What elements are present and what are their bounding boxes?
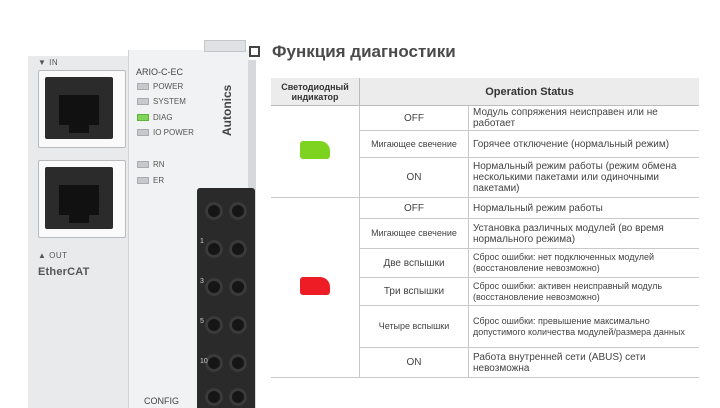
description-cell: Нормальный режим работы (режим обмена несколькими пакетами или одиночными пакетами) bbox=[469, 158, 700, 198]
state-cell: OFF bbox=[360, 106, 469, 131]
terminal-block bbox=[197, 188, 255, 408]
device-illustration bbox=[0, 0, 270, 408]
description-cell: Установка различных модулей (во время нормального режима) bbox=[469, 219, 700, 249]
description-cell: Модуль сопряжения неисправен или не работает bbox=[469, 106, 700, 131]
column-header-led: Светодиодный индикатор bbox=[271, 78, 360, 106]
config-label: CONFIG bbox=[144, 396, 179, 406]
description-cell: Нормальный режим работы bbox=[469, 198, 700, 219]
terminal-screw-icon bbox=[229, 240, 247, 258]
led-indicator-icon bbox=[137, 161, 149, 168]
terminal-screw-icon bbox=[229, 278, 247, 296]
in-port-label: ▼ IN bbox=[38, 58, 59, 67]
led-diag: DIAG bbox=[137, 112, 173, 122]
state-cell: ON bbox=[360, 348, 469, 378]
table-header-row bbox=[271, 78, 699, 106]
diagnostics-table bbox=[271, 78, 699, 378]
led-io-power: IO POWER bbox=[137, 127, 194, 137]
page-title: Функция диагностики bbox=[272, 42, 456, 61]
terminal-screw-icon bbox=[229, 388, 247, 406]
description-cell: Сброс ошибки: активен неисправный модуль (восстановление невозможно) bbox=[469, 278, 700, 306]
table-row bbox=[271, 198, 699, 219]
terminal-screw-icon bbox=[205, 388, 223, 406]
terminal-screw-icon bbox=[205, 278, 223, 296]
title-square-icon bbox=[249, 46, 260, 57]
terminal-screw-icon bbox=[229, 354, 247, 372]
terminal-screw-icon bbox=[229, 316, 247, 334]
led-rn: RN bbox=[137, 159, 165, 169]
led-indicator-icon bbox=[137, 114, 149, 121]
description-cell: Работа внутренней сети (ABUS) сети невозможна bbox=[469, 348, 700, 378]
led-color-cell bbox=[271, 106, 360, 198]
top-clip bbox=[204, 40, 246, 52]
brand-logo: Autonics bbox=[220, 84, 234, 136]
model-label: ARIO-C-EC bbox=[136, 67, 183, 77]
terminal-number: 5 bbox=[200, 318, 204, 325]
state-cell: Мигающее свечение bbox=[360, 219, 469, 249]
led-indicator-icon bbox=[137, 83, 149, 90]
terminal-screw-icon bbox=[205, 240, 223, 258]
led-indicator-icon bbox=[137, 98, 149, 105]
table-row bbox=[271, 106, 699, 131]
description-cell: Сброс ошибки: нет подключенных модулей (восстановление невозможно) bbox=[469, 249, 700, 278]
ethernet-port-in bbox=[38, 70, 126, 148]
terminal-number: 10 bbox=[200, 358, 208, 365]
state-cell: Две вспышки bbox=[360, 249, 469, 278]
state-cell: Четыре вспышки bbox=[360, 306, 469, 348]
state-cell: Мигающее свечение bbox=[360, 131, 469, 158]
ethernet-port-out bbox=[38, 160, 126, 238]
led-er: ER bbox=[137, 175, 164, 185]
ethercat-logo: EtherCAT bbox=[38, 266, 90, 278]
state-cell: Три вспышки bbox=[360, 278, 469, 306]
state-cell: OFF bbox=[360, 198, 469, 219]
column-header-status: Operation Status bbox=[360, 78, 700, 106]
led-indicator-icon bbox=[137, 177, 149, 184]
led-indicator-icon bbox=[137, 129, 149, 136]
terminal-number: 3 bbox=[200, 278, 204, 285]
green-led-icon bbox=[300, 141, 330, 159]
terminal-screw-icon bbox=[229, 202, 247, 220]
out-port-label: ▲ OUT bbox=[38, 251, 68, 260]
terminal-number: 1 bbox=[200, 238, 204, 245]
led-color-cell bbox=[271, 198, 360, 378]
terminal-screw-icon bbox=[205, 316, 223, 334]
description-cell: Горячее отключение (нормальный режим) bbox=[469, 131, 700, 158]
led-power: POWER bbox=[137, 81, 183, 91]
red-led-icon bbox=[300, 277, 330, 295]
state-cell: ON bbox=[360, 158, 469, 198]
led-system: SYSTEM bbox=[137, 96, 186, 106]
terminal-screw-icon bbox=[205, 202, 223, 220]
description-cell: Сброс ошибки: превышение максимально допустимого количества модулей/размера данных bbox=[469, 306, 700, 348]
